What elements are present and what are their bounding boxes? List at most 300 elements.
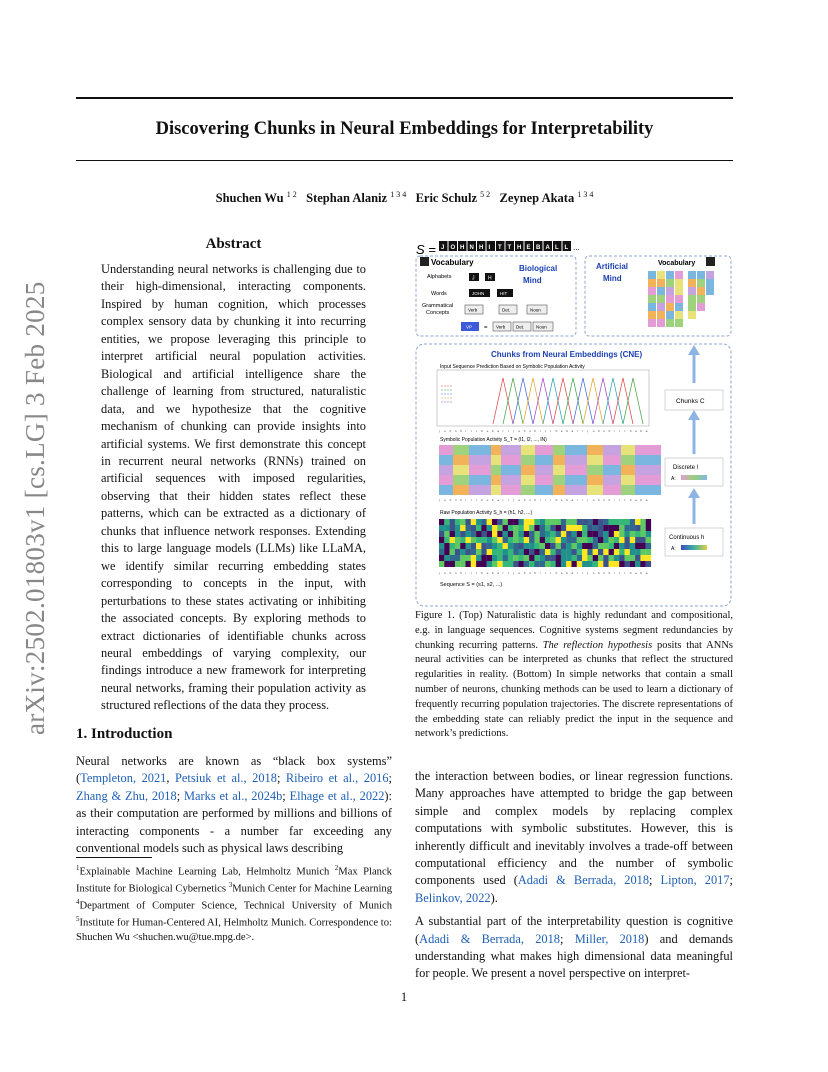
heat-cell xyxy=(481,519,486,525)
tick-label: t xyxy=(624,498,626,502)
heat-cell xyxy=(524,561,529,567)
heat-cell xyxy=(561,537,566,543)
heat-cell xyxy=(503,519,508,525)
heat-cell xyxy=(455,561,460,567)
tick-label: e xyxy=(635,498,637,502)
tick-label: h xyxy=(608,429,611,433)
heat-cell xyxy=(587,485,603,495)
heat-cell xyxy=(603,525,608,531)
prediction-curve xyxy=(503,378,523,424)
heat-cell xyxy=(625,519,630,525)
heat-cell xyxy=(491,455,501,465)
heat-cell xyxy=(450,561,455,567)
heat-cell xyxy=(561,555,566,561)
citation-link[interactable]: Templeton, 2021 xyxy=(80,771,167,786)
heat-cell xyxy=(572,519,577,525)
heat-cell xyxy=(481,543,486,549)
tick-label: n xyxy=(603,429,605,433)
heat-cell xyxy=(603,465,621,475)
cne-title: Chunks from Neural Embeddings (CNE) xyxy=(491,350,643,359)
heat-cell xyxy=(503,555,508,561)
citation-link[interactable]: Adadi & Berrada, 2018 xyxy=(419,931,560,946)
heat-cell xyxy=(535,455,553,465)
tick-label: a xyxy=(497,571,499,575)
vocab-cell xyxy=(657,303,665,311)
tick-label: o xyxy=(444,571,446,575)
heat-cell xyxy=(466,525,471,531)
heat-cell xyxy=(453,445,469,455)
vocab-cell xyxy=(657,295,665,303)
heat-cell xyxy=(587,519,592,525)
heat-cell xyxy=(614,531,619,537)
heat-cell xyxy=(444,549,449,555)
heat-cell xyxy=(439,445,453,455)
raw-heatmap xyxy=(439,519,651,567)
tick-label: e xyxy=(560,429,563,433)
tick-label: t xyxy=(476,571,477,575)
tick-label: l xyxy=(582,429,583,433)
tick-label: i xyxy=(539,571,541,575)
heat-cell xyxy=(497,543,502,549)
heat-cell xyxy=(444,543,449,549)
heat-cell xyxy=(614,561,619,567)
heat-cell xyxy=(450,549,455,555)
heat-cell xyxy=(481,525,486,531)
vocab-cell xyxy=(666,303,674,311)
heat-cell xyxy=(646,525,651,531)
sequence-letter: H xyxy=(460,245,465,251)
tick-label: h xyxy=(449,498,452,502)
tick-label: n xyxy=(529,571,531,575)
heat-cell xyxy=(471,537,476,543)
heat-cell xyxy=(593,549,598,555)
tick-label: e xyxy=(635,429,637,433)
heat-cell xyxy=(621,445,635,455)
heat-cell xyxy=(534,543,539,549)
grammar-box-text: Noun xyxy=(530,307,541,313)
sequence-ellipsis: ... xyxy=(573,243,580,252)
citation-link[interactable]: Belinkov, 2022 xyxy=(415,890,491,905)
heat-cell xyxy=(476,531,481,537)
sequence-label: Sequence S = (s1, s2, ...) xyxy=(440,582,503,588)
tick-label: j xyxy=(587,498,589,502)
author-list xyxy=(76,190,733,206)
heat-cell xyxy=(582,537,587,543)
heat-cell xyxy=(444,537,449,543)
tick-label: b xyxy=(566,571,568,575)
heat-cell xyxy=(630,525,635,531)
heat-cell xyxy=(625,531,630,537)
heat-cell xyxy=(572,531,577,537)
heat-cell xyxy=(487,519,492,525)
heat-cell xyxy=(508,519,513,525)
heat-cell xyxy=(603,485,621,495)
heat-cell xyxy=(471,549,476,555)
tick-label: l xyxy=(507,571,509,575)
heat-cell xyxy=(508,549,513,555)
tick-label: t xyxy=(545,498,546,502)
tick-label: e xyxy=(486,571,489,575)
heat-cell xyxy=(630,537,635,543)
heat-cell xyxy=(614,519,619,525)
symbolic-heatmap xyxy=(439,445,661,495)
tick-label: t xyxy=(476,429,477,433)
citation-link[interactable]: Ribeiro et al., 2016 xyxy=(285,771,389,786)
tick-label: o xyxy=(444,429,446,433)
tick-label: e xyxy=(486,429,489,433)
heat-cell xyxy=(565,455,587,465)
sequence-letter: O xyxy=(450,245,456,251)
heat-cell xyxy=(566,519,571,525)
heat-cell xyxy=(603,543,608,549)
tick-label: h xyxy=(534,429,537,433)
vocabulary-label: Vocabulary xyxy=(431,258,474,267)
vp-box-text: VP xyxy=(466,324,473,330)
tick-label: o xyxy=(444,498,446,502)
tick-label: i xyxy=(613,429,615,433)
vp-box-text: Verb xyxy=(496,324,506,330)
tick-label: o xyxy=(592,498,595,502)
heat-cell xyxy=(519,531,524,537)
tick-label: n xyxy=(529,429,531,433)
tick-label: h xyxy=(534,498,537,502)
vocab-cell xyxy=(657,271,665,279)
vocab-cell xyxy=(675,303,683,311)
tick-label: t xyxy=(624,429,626,433)
heat-cell xyxy=(603,475,621,485)
vocab-cell xyxy=(648,311,656,319)
heat-cell xyxy=(519,543,524,549)
tick-label: b xyxy=(492,429,494,433)
heat-cell xyxy=(508,555,513,561)
heat-cell xyxy=(455,519,460,525)
heat-cell xyxy=(598,537,603,543)
heat-cell xyxy=(545,519,550,525)
tick-label: h xyxy=(481,429,484,433)
prediction-curve xyxy=(523,378,543,424)
heat-cell xyxy=(492,555,497,561)
tick-label: i xyxy=(613,498,615,502)
vocabulary-matrix xyxy=(648,271,714,327)
vocab-cell xyxy=(688,295,696,303)
heat-cell xyxy=(513,561,518,567)
tick-label: h xyxy=(555,429,558,433)
heat-cell xyxy=(439,549,444,555)
heat-cell xyxy=(497,525,502,531)
heat-cell xyxy=(625,549,630,555)
vocab-cell xyxy=(648,287,656,295)
title-rule-top xyxy=(76,97,733,99)
tick-label: j xyxy=(587,429,589,433)
tick-label: i xyxy=(539,429,541,433)
heat-cell xyxy=(540,555,545,561)
citation-link[interactable]: Marks et al., 2024b xyxy=(184,788,283,803)
heat-cell xyxy=(635,445,661,455)
tick-label: a xyxy=(497,498,499,502)
heat-cell xyxy=(545,525,550,531)
prediction-curves xyxy=(441,378,643,424)
heat-cell xyxy=(598,519,603,525)
heat-cell xyxy=(476,549,481,555)
heat-cell xyxy=(593,561,598,567)
heat-cell xyxy=(476,555,481,561)
artificial-mind-label-2: Mind xyxy=(603,274,622,283)
heat-cell xyxy=(553,475,565,485)
heat-cell xyxy=(577,549,582,555)
heat-cell xyxy=(534,561,539,567)
vp-box-text: Noun xyxy=(536,324,547,330)
tick-label: n xyxy=(454,498,457,502)
discrete-label: Discrete l xyxy=(673,465,699,471)
vocab-cell xyxy=(688,279,696,287)
tick-label: h xyxy=(598,571,600,575)
vocab-cell xyxy=(648,295,656,303)
arrowhead xyxy=(688,410,700,420)
heat-cell xyxy=(561,561,566,567)
heat-cell xyxy=(630,561,635,567)
author: Zeynep Akata $^{1 3 4}$ xyxy=(499,190,594,206)
tick-label: l xyxy=(576,429,578,433)
heat-cell xyxy=(587,561,592,567)
heat-cell xyxy=(469,445,491,455)
heat-cell xyxy=(439,455,453,465)
sequence-symbol: S = xyxy=(416,242,436,257)
heat-cell xyxy=(609,519,614,525)
heat-cell xyxy=(476,519,481,525)
heat-cell xyxy=(635,525,640,531)
heat-cell xyxy=(487,525,492,531)
heat-cell xyxy=(519,525,524,531)
citation-link[interactable]: Zhang & Zhu, 2018 xyxy=(76,788,177,803)
tick-label: n xyxy=(603,571,605,575)
heat-cell xyxy=(625,525,630,531)
heat-cell xyxy=(469,485,491,495)
heat-cell xyxy=(521,445,535,455)
heat-cell xyxy=(587,525,592,531)
heat-cell xyxy=(521,465,535,475)
heat-cell xyxy=(529,531,534,537)
biological-mind-label: Biological xyxy=(519,264,558,273)
heat-cell xyxy=(439,465,453,475)
heat-cell xyxy=(587,543,592,549)
tick-label: i xyxy=(613,571,615,575)
tick-label: a xyxy=(645,498,648,502)
heat-cell xyxy=(566,561,571,567)
tick-label: i xyxy=(465,429,467,433)
heat-cell xyxy=(491,465,501,475)
heat-cell xyxy=(503,531,508,537)
sequence-letter: L xyxy=(555,245,559,251)
citation-link[interactable]: Miller, 2018 xyxy=(574,931,645,946)
tick-label: o xyxy=(518,429,521,433)
citation-link[interactable]: Elhage et al., 2022 xyxy=(289,788,385,803)
tick-label: n xyxy=(603,498,605,502)
heat-cell xyxy=(630,519,635,525)
grammar-box-text: Verb xyxy=(468,307,478,313)
heat-cell xyxy=(545,561,550,567)
tick-label: h xyxy=(449,429,452,433)
heat-cell xyxy=(635,531,640,537)
word-box-text: HIT xyxy=(500,291,508,296)
vocab-cell xyxy=(688,271,696,279)
heat-cell xyxy=(453,455,469,465)
heat-cell xyxy=(524,549,529,555)
tick-label: e xyxy=(560,498,563,502)
heat-cell xyxy=(587,455,603,465)
heat-cell xyxy=(540,561,545,567)
tick-label: i xyxy=(465,498,467,502)
tick-label: t xyxy=(545,429,546,433)
heat-cell xyxy=(439,555,444,561)
continuous-label: Continuous h xyxy=(669,535,705,541)
prediction-curve xyxy=(553,378,573,424)
tick-label: t xyxy=(619,429,621,433)
tick-label: l xyxy=(576,498,578,502)
heat-cell xyxy=(609,549,614,555)
heat-cell xyxy=(439,519,444,525)
heat-cell xyxy=(646,561,651,567)
heat-cell xyxy=(598,525,603,531)
heat-cell xyxy=(450,531,455,537)
heat-cell xyxy=(619,525,624,531)
word-box-text: JOHN xyxy=(472,291,485,296)
heat-cell xyxy=(466,531,471,537)
tick-label: l xyxy=(507,498,509,502)
heat-cell xyxy=(609,543,614,549)
sequence-letter: T xyxy=(507,245,512,251)
citation-link[interactable]: Adadi & Berrada, 2018 xyxy=(517,873,650,888)
heat-cell xyxy=(476,543,481,549)
heat-cell xyxy=(577,525,582,531)
vocab-cell xyxy=(688,287,696,295)
tick-label: h xyxy=(460,498,462,502)
heat-cell xyxy=(471,561,476,567)
heat-cell xyxy=(439,485,453,495)
heat-cell xyxy=(540,549,545,555)
sequence-letter: H xyxy=(517,245,522,251)
sequence-letter: L xyxy=(564,245,569,251)
heat-cell xyxy=(503,561,508,567)
sequence-letter: H xyxy=(479,245,484,251)
prediction-curve xyxy=(543,378,563,424)
vocab-cell xyxy=(657,319,665,327)
heat-cell xyxy=(535,465,553,475)
heat-cell xyxy=(630,543,635,549)
heat-cell xyxy=(460,543,465,549)
vocab-cell xyxy=(688,303,696,311)
tick-label: l xyxy=(502,498,504,502)
vocab-cell xyxy=(648,303,656,311)
heat-cell xyxy=(609,561,614,567)
heat-cell xyxy=(439,537,444,543)
heat-cell xyxy=(587,531,592,537)
tick-label: h xyxy=(460,571,462,575)
heat-cell xyxy=(556,543,561,549)
tick-label: l xyxy=(582,571,583,575)
heat-cell xyxy=(553,455,565,465)
heat-cell xyxy=(455,537,460,543)
heat-cell xyxy=(566,543,571,549)
heat-cell xyxy=(501,475,521,485)
continuous-bar xyxy=(681,545,707,550)
heat-cell xyxy=(582,549,587,555)
heat-cell xyxy=(630,531,635,537)
heat-cell xyxy=(476,537,481,543)
prediction-curve xyxy=(563,378,583,424)
heat-cell xyxy=(492,525,497,531)
equals-sign: = xyxy=(484,325,488,331)
heat-cell xyxy=(487,543,492,549)
heat-cell xyxy=(593,525,598,531)
heat-cell xyxy=(561,519,566,525)
heat-cell xyxy=(455,549,460,555)
prediction-curve xyxy=(573,378,593,424)
heat-cell xyxy=(444,525,449,531)
heat-cell xyxy=(497,519,502,525)
heat-cell xyxy=(508,543,513,549)
heat-cell xyxy=(640,537,645,543)
tick-label: i xyxy=(465,571,467,575)
tick-label: t xyxy=(470,429,472,433)
grammatical-label: Grammatical xyxy=(422,303,454,309)
heat-cell xyxy=(444,531,449,537)
author: Stephan Alaniz $^{1 3 4}$ xyxy=(306,190,407,206)
heat-cell xyxy=(501,455,521,465)
tick-label: n xyxy=(454,429,457,433)
heat-cell xyxy=(582,531,587,537)
abstract-body: Understanding neural networks is challenging due to their high-dimensional, interacting components. Inspired by human cognition, which processes complex sensory data by chunking it into recurring entities, we propose leveraging this principle to interpret artificial neural population activities. Biological and artificial intelligence share the challenge of learning from structured, naturalistic data, and we hypothesize that the cognitive mechanism of chunking can provide insights into artificial systems. We first demonstrate this concept in recurrent neural networks (RNNs) trained on artificial sequences with imposed regularities, observing that their hidden states reflect these patterns, which can be extracted as a dictionary of chunks that influence network responses. Extending this to large language models (LLMs) like LLaMA, we identify similar recurring embedding states corresponding to concepts in the input, with perturbations to these states activating or inhibiting the associated concepts. By exploring methods to extract dictionaries of identifiable chunks across neural embeddings of varying complexity, our findings introduce a new framework for interpreting neural networks, framing their population activity as structured reflections of the data they process. xyxy=(101,262,366,713)
heat-cell xyxy=(621,455,635,465)
heat-cell xyxy=(553,485,565,495)
tick-label: b xyxy=(566,498,568,502)
tick-label: t xyxy=(619,571,621,575)
heat-cell xyxy=(561,525,566,531)
heat-cell xyxy=(614,549,619,555)
vocab-cell xyxy=(675,279,683,287)
heat-cell xyxy=(553,445,565,455)
heat-cell xyxy=(503,543,508,549)
heat-cell xyxy=(521,475,535,485)
author: Shuchen Wu $^{1 2}$ xyxy=(215,190,297,206)
citation-link[interactable]: Lipton, 2017 xyxy=(660,873,730,888)
tick-label: h xyxy=(449,571,452,575)
heat-cell xyxy=(513,543,518,549)
heat-cell xyxy=(550,525,555,531)
citation-link[interactable]: Petsiuk et al., 2018 xyxy=(175,771,277,786)
tick-label: j xyxy=(439,498,440,502)
heat-cell xyxy=(550,549,555,555)
heat-cell xyxy=(444,519,449,525)
heat-cell xyxy=(635,475,661,485)
heat-cell xyxy=(646,543,651,549)
heat-cell xyxy=(508,561,513,567)
sequence-letter: E xyxy=(526,245,531,251)
vocab-cell xyxy=(697,287,705,295)
heat-cell xyxy=(646,555,651,561)
intro-paragraph: Neural networks are known as “black box systems” (Templeton, 2021, Petsiuk et al., 2018; Ribeiro et al., 2016; Zhang & Zhu, 2018; Marks et al., 2024b; Elhage et al., 2022): as their computation are performed by millions and billions of interacting components - a number far exceeding any conventional models such as physical laws describing xyxy=(76,754,392,856)
heat-cell xyxy=(556,537,561,543)
page-number: 1 xyxy=(400,990,408,1004)
vp-box-text: Det. xyxy=(516,324,525,330)
prediction-curve xyxy=(533,378,553,424)
heat-cell xyxy=(587,549,592,555)
heat-cell xyxy=(471,525,476,531)
heat-cell xyxy=(497,549,502,555)
heat-cell xyxy=(593,555,598,561)
heat-cell xyxy=(540,519,545,525)
heat-cell xyxy=(598,531,603,537)
panel-ticks xyxy=(438,429,648,433)
